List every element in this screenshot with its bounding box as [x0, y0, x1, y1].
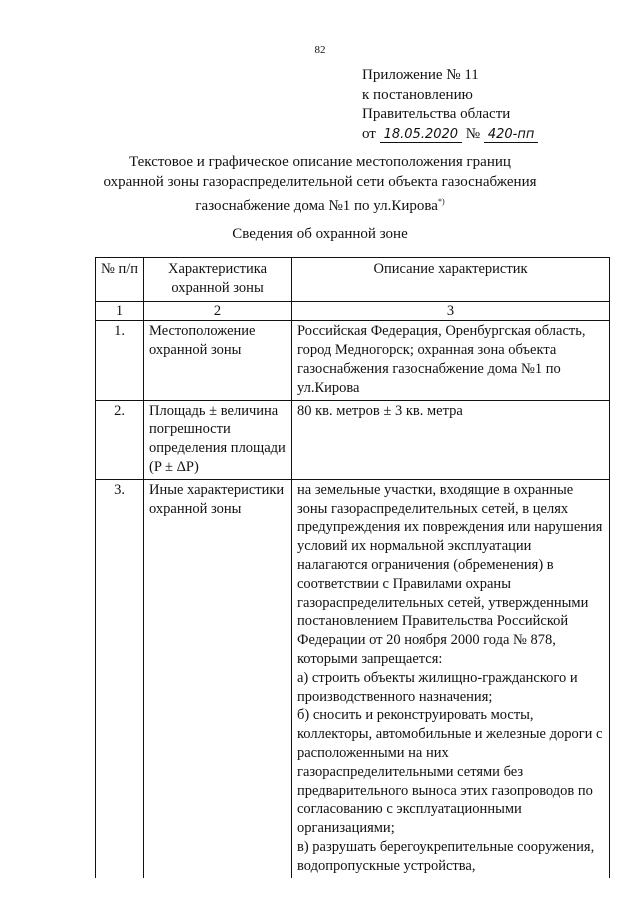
appendix-block: [362, 66, 538, 144]
handwritten-number: 420-пп: [484, 127, 539, 143]
header-cell-description: Описание характеристик: [292, 258, 610, 302]
title-line-3: [0, 192, 640, 216]
footnote-mark: *): [437, 197, 445, 206]
row-description: [292, 479, 610, 877]
row-characteristic: Местоположение охранной зоны: [144, 321, 292, 400]
row-number: 3.: [96, 479, 144, 877]
from-label: от: [362, 125, 376, 142]
row-number: 1.: [96, 321, 144, 400]
page-number: 82: [314, 44, 326, 56]
appendix-line-3: Правительства области: [362, 106, 511, 122]
table-row: [96, 479, 610, 877]
row-number: 2.: [96, 400, 144, 479]
row-description: Российская Федерация, Оренбургская область, город Медногорск; охранная зона объекта газоснабжения газоснабжение дома №1 по ул.Кирова: [292, 321, 610, 400]
appendix-line-2: к постановлению: [362, 86, 473, 103]
table-row: [96, 400, 610, 479]
column-index-cell: 2: [144, 301, 292, 321]
restriction-intro: на земельные участки, входящие в охранные зоны газораспределительных сетей, в целях предупреждения их повреждения или нарушения условий их нормальной эксплуатации налагаются ограничения (обременения) в соответствии с Правилами охраны газораспределительных сетей, утвержденными постановлением Правительства Российской Федерации от 20 ноября 2000 года № 878, которыми запрещается:: [297, 481, 603, 667]
column-index-row: [96, 301, 610, 321]
document-title: [0, 152, 640, 216]
title-line-3-text: газоснабжение дома №1 по ул.Кирова: [195, 198, 438, 214]
row-characteristic: Иные характеристики охранной зоны: [144, 479, 292, 877]
zone-table: [95, 257, 610, 878]
table-row: [96, 321, 610, 400]
column-index-cell: 1: [96, 301, 144, 321]
section-title: Сведения об охранной зоне: [232, 226, 408, 242]
row-characteristic: Площадь ± величина погрешности определения площади (P ± ΔP): [144, 400, 292, 479]
row-description: 80 кв. метров ± 3 кв. метра: [292, 400, 610, 479]
number-label: №: [465, 125, 481, 142]
handwritten-date: 18.05.2020: [380, 127, 462, 143]
appendix-line-1: Приложение № 11: [362, 67, 479, 83]
title-line-2: охранной зоны газораспределительной сети объекта газоснабжения: [103, 174, 537, 190]
table-header-row: [96, 258, 610, 302]
restriction-item: в) разрушать берегоукрепительные сооружения, водопропускные устройства,: [297, 838, 595, 874]
restriction-item: а) строить объекты жилищно-гражданского и производственного назначения;: [297, 669, 578, 705]
header-cell-characteristic: Характеристика охранной зоны: [144, 258, 292, 302]
title-line-1: Текстовое и графическое описание местоположения границ: [129, 154, 511, 170]
restriction-item: б) сносить и реконструировать мосты, коллекторы, автомобильные и железные дороги с расположенными на них газораспределительными сетями без предварительного выноса этих газопроводов по согласованию с эксплуатационными организациями;: [297, 707, 603, 837]
appendix-date-line: [362, 125, 538, 145]
column-index-cell: 3: [292, 301, 610, 321]
header-cell-number: № п/п: [96, 258, 144, 302]
